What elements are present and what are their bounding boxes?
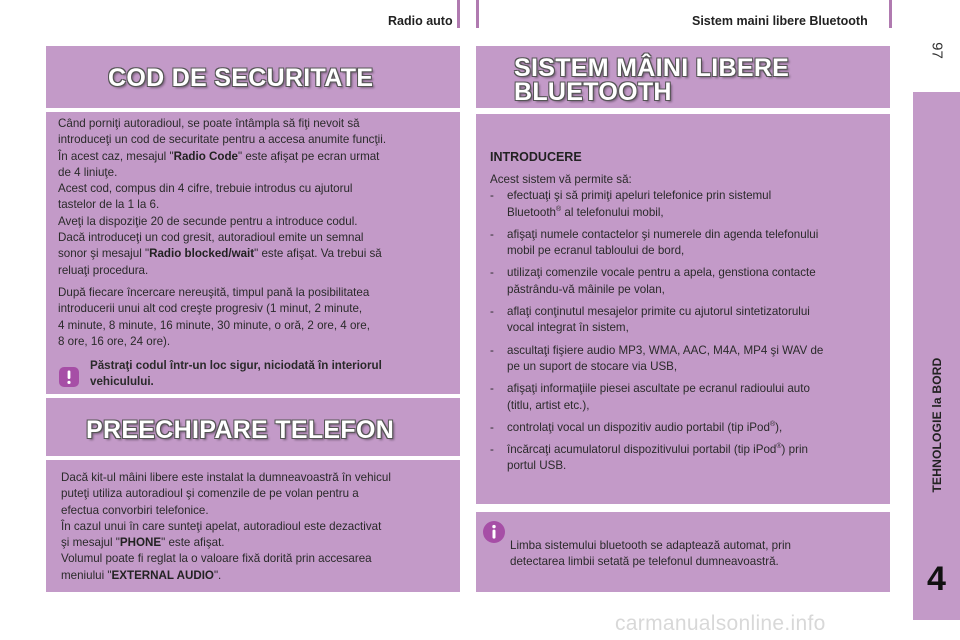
header-divider-middle [476, 0, 479, 28]
retry-line: 8 ore, 16 ore, 24 ore). [58, 334, 171, 348]
chapter-label: TEHNOLOGIE la BORD [929, 357, 944, 493]
info-icon [482, 520, 506, 544]
header-left-title: Radio auto [388, 14, 453, 28]
warning-text: Păstraţi codul într-un loc sigur, niciodată în interiorul vehiculului. [90, 359, 382, 389]
header-divider-right [889, 0, 892, 28]
security-line: Când porniţi autoradioul, se poate întâmpla să fiţi nevoit să [58, 117, 360, 130]
header-divider-left [457, 0, 460, 28]
retry-line: introducerii unui alt cod creşte progresiv (1 minut, 2 minute, [58, 302, 363, 316]
phone-line: În cazul unui în care sunteţi apelat, autoradioul este dezactivat [61, 519, 382, 533]
security-line: tastelor de la 1 la 6. [58, 198, 160, 212]
list-item: - afişaţi informaţiile piesei ascultate pe ecranul radioului auto (titlu, artist etc.), [490, 382, 810, 412]
phone-line: puteţi utiliza autoradioul şi comenzile de pe volan pentru a [61, 487, 359, 501]
chapter-number: 4 [927, 560, 946, 598]
security-text [58, 116, 454, 350]
info-text: Limba sistemului bluetooth se adaptează automat, prin detectarea limbii setată pe telefonul dumneavoastră. [510, 539, 791, 569]
chapter-side-label [913, 300, 960, 550]
list-item: - încărcaţi acumulatorul dispozitivului portabil (tip iPod®) prin portul USB. [490, 443, 808, 473]
list-item: - efectuaţi şi să primiţi apeluri telefonice prin sistemul Bluetooth® al telefonului mobil, [490, 189, 772, 219]
security-line: de 4 liniuţe. [58, 165, 118, 179]
security-line: introduceţi un cod de securitate pentru a accesa anumite funcţii. [58, 133, 387, 147]
list-item: - controlaţi vocal un dispozitiv audio portabil (tip iPod®), [490, 420, 783, 434]
intro-text: Acest sistem vă permite să: [490, 173, 632, 186]
retry-line: După fiecare încercare nereuşită, timpul pană la posibilitatea [58, 285, 370, 299]
security-line: sonor şi mesajul "Radio blocked/wait" este afişat. Va trebui să [58, 247, 382, 261]
feature-list [490, 172, 885, 481]
header-right-title: Sistem maini libere Bluetooth [692, 14, 868, 28]
phone-line: Dacă kit-ul mâini libere este instalat la dumneavoastră în vehicul [61, 471, 391, 484]
security-line: În acest caz, mesajul "Radio Code" este afişat pe ecran urmat [58, 149, 380, 163]
list-item: - ascultaţi fişiere audio MP3, WMA, AAC, M4A, MP4 şi WAV de pe un suport de stocare via USB, [490, 343, 824, 373]
phone-message: PHONE [119, 536, 162, 550]
phone-line: efectua convorbiri telefonice. [61, 503, 209, 517]
bluetooth-title: SISTEM MÂINI LIBERE BLUETOOTH [514, 54, 790, 106]
list-item: - utilizaţi comenzile vocale pentru a apela, genstiona contacte păstrându-vă mâinile pe volan, [490, 266, 816, 296]
retry-line: 4 minute, 8 minute, 16 minute, 30 minute, o oră, 2 ore, 4 ore, [58, 318, 370, 332]
page-number: 97 [928, 42, 946, 59]
intro-heading: INTRODUCERE [490, 150, 582, 164]
phone-line: meniului "EXTERNAL AUDIO". [61, 568, 222, 582]
radio-blocked-message: Radio blocked/wait [149, 247, 255, 261]
phone-line: şi mesajul "PHONE" este afişat. [61, 536, 225, 550]
radio-code-message: Radio Code [173, 149, 239, 163]
security-line: Acest cod, compus din 4 cifre, trebuie introdus cu ajutorul [58, 182, 353, 196]
phone-text [61, 470, 457, 584]
security-title: COD DE SECURITATE [108, 64, 374, 92]
external-audio-message: EXTERNAL AUDIO [111, 568, 214, 582]
list-item: - aflaţi conţinutul mesajelor primite cu ajutorul sintetizatorului vocal integrat în sistem, [490, 305, 810, 335]
watermark: carmanualsonline.info [615, 612, 826, 635]
security-line: reluaţi procedura. [58, 263, 149, 277]
list-item: - afişaţi numele contactelor şi numerele din agenda telefonului mobil pe ecranul tabloului de bord, [490, 227, 819, 258]
security-line: Dacă introduceţi un cod gresit, autoradioul emite un semnal [58, 231, 364, 245]
warning-icon [58, 366, 80, 388]
phone-title: PREECHIPARE TELEFON [86, 416, 395, 444]
phone-line: Volumul poate fi reglat la o valoare fixă dorită prin accesarea [61, 552, 372, 566]
security-line: Aveţi la dispoziţie 20 de secunde pentru a introduce codul. [58, 214, 358, 228]
